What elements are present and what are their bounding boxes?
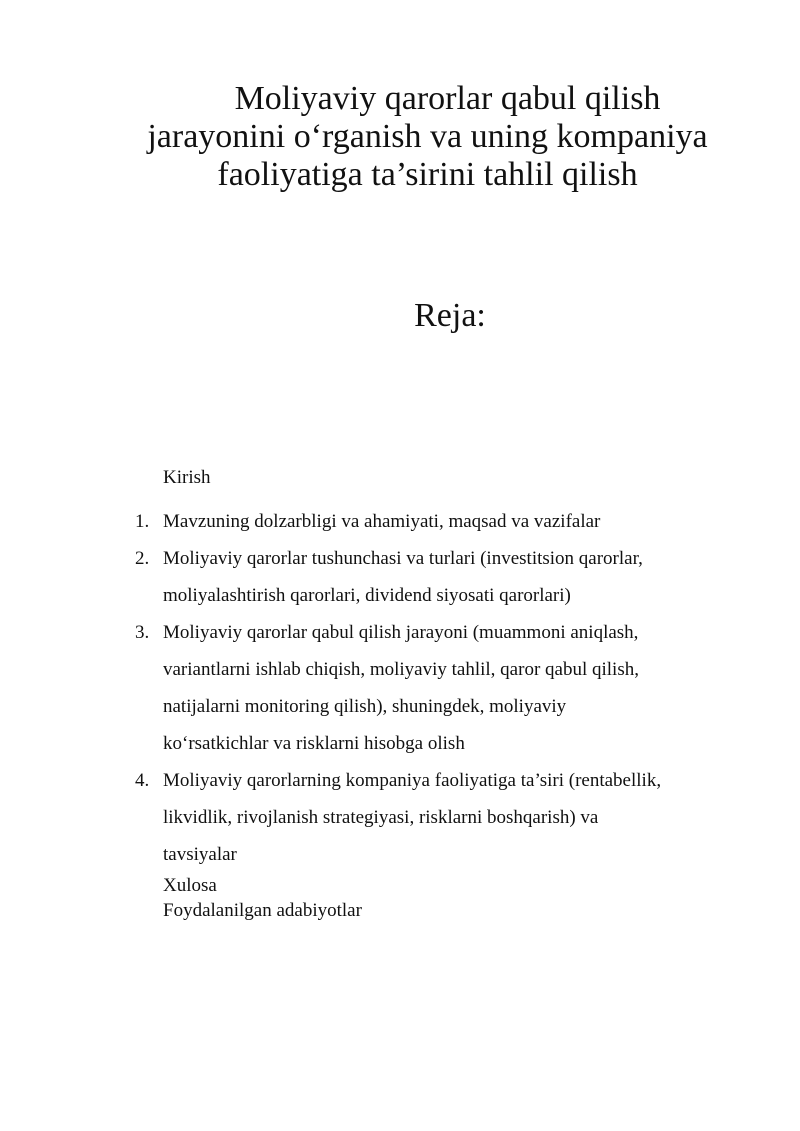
plan-item-text	[163, 762, 753, 873]
plan-item-line: variantlarni ishlab chiqish, moliyaviy tahlil, qaror qabul qilish,	[163, 659, 639, 680]
plan-item	[133, 614, 753, 762]
plan-item-line: natijalarni monitoring qilish), shuningdek, moliyaviy	[163, 696, 567, 717]
plan-intro: Kirish	[163, 467, 211, 488]
plan-heading: Reja:	[414, 297, 486, 334]
plan-item-line: tavsiyalar	[163, 844, 237, 865]
plan-item-line: Mavzuning dolzarbligi va ahamiyati, maqsad va vazifalar	[163, 511, 601, 532]
plan-item	[133, 503, 753, 540]
title-line: faoliyatiga ta’sirini tahlil qilish	[217, 156, 638, 193]
plan-item-number: 2.	[135, 548, 150, 569]
plan-item-line: likvidlik, rivojlanish strategiyasi, risklarni boshqarish) va	[163, 807, 599, 828]
document-title	[100, 80, 755, 194]
plan-item-text	[163, 614, 753, 762]
plan-references: Foydalanilgan adabiyotlar	[163, 900, 362, 921]
plan-item-line: moliyalashtirish qarorlari, dividend siyosati qarorlari)	[163, 585, 571, 606]
plan-list	[133, 503, 753, 873]
plan-item-line: Moliyaviy qarorlar tushunchasi va turlari (investitsion qarorlar,	[163, 548, 643, 569]
plan-item-line: Moliyaviy qarorlar qabul qilish jarayoni (muammoni aniqlash,	[163, 622, 639, 643]
plan-item-text	[163, 540, 753, 614]
plan-item	[133, 540, 753, 614]
title-line: jarayonini o‘rganish va uning kompaniya	[147, 118, 708, 155]
plan-item-number: 4.	[135, 770, 150, 791]
plan-item-text	[163, 503, 753, 540]
plan-item-number: 3.	[135, 622, 150, 643]
plan-item-number: 1.	[135, 511, 150, 532]
plan-item-line: ko‘rsatkichlar va risklarni hisobga olish	[163, 733, 465, 754]
title-line: Moliyaviy qarorlar qabul qilish	[234, 80, 661, 117]
plan-item-line: Moliyaviy qarorlarning kompaniya faoliyatiga ta’siri (rentabellik,	[163, 770, 662, 791]
plan-item	[133, 762, 753, 873]
plan-conclusion: Xulosa	[163, 875, 217, 896]
